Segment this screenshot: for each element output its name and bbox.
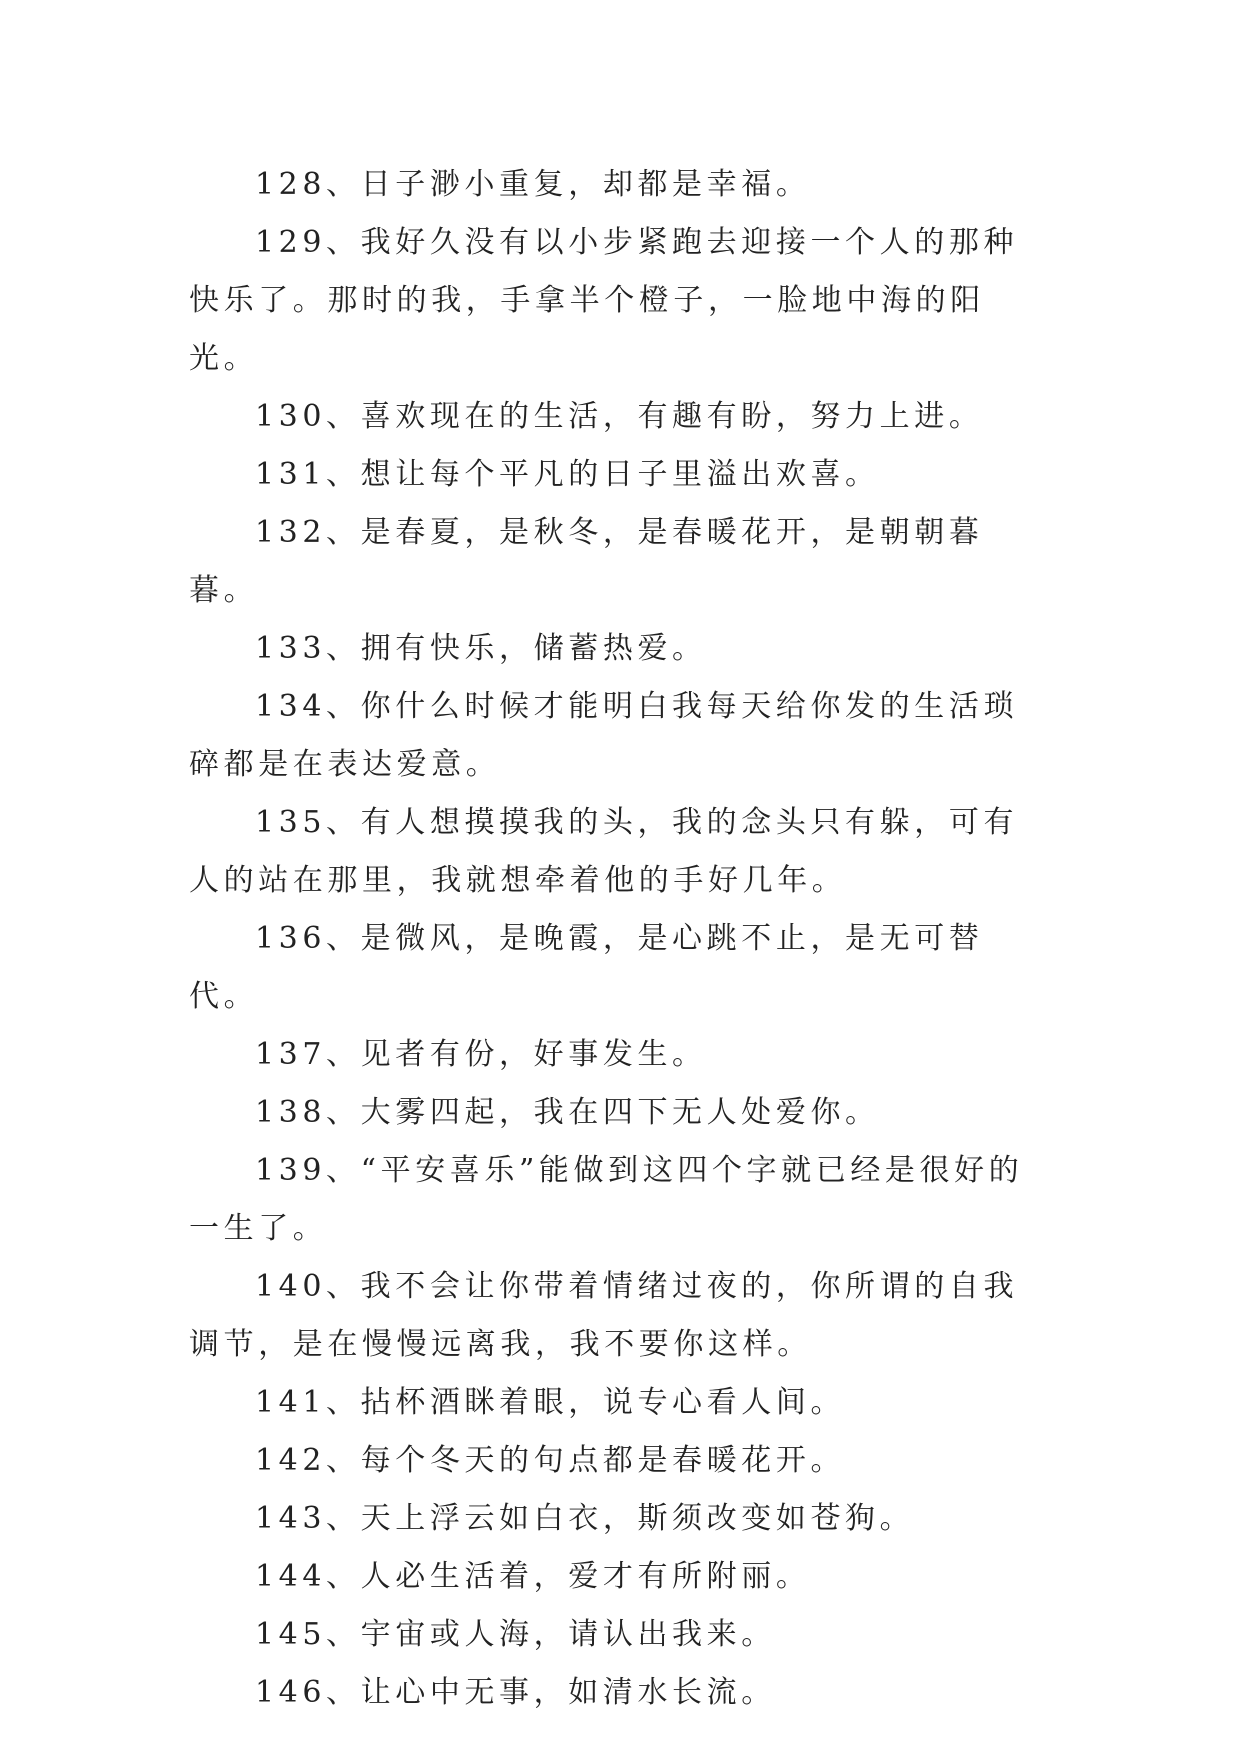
quote-paragraph-131: 131、想让每个平凡的日子里溢出欢喜。	[255, 457, 880, 492]
quote-paragraph-142: 142、每个冬天的句点都是春暖花开。	[255, 1443, 846, 1478]
quote-paragraph-145: 145、宇宙或人海，请认出我来。	[255, 1617, 776, 1652]
quote-paragraph-140: 140、我不会让你带着情绪过夜的，你所谓的自我调节，是在慢慢远离我，我不要你这样。	[189, 1269, 1019, 1362]
quote-paragraph-138: 138、大雾四起，我在四下无人处爱你。	[255, 1095, 880, 1130]
quote-paragraph-129: 129、我好久没有以小步紧跑去迎接一个人的那种快乐了。那时的我，手拿半个橙子，一脸地中海的阳光。	[189, 225, 1019, 376]
quote-paragraph-143: 143、天上浮云如白衣，斯须改变如苍狗。	[255, 1501, 915, 1536]
document-body	[189, 156, 1049, 1722]
quote-paragraph-137: 137、见者有份，好事发生。	[255, 1037, 707, 1072]
quote-paragraph-139: 139、“平安喜乐”能做到这四个字就已经是很好的一生了。	[189, 1153, 1024, 1246]
quote-paragraph-146: 146、让心中无事，如清水长流。	[255, 1675, 776, 1710]
quote-paragraph-128: 128、日子渺小重复，却都是幸福。	[255, 167, 811, 202]
quote-paragraph-136: 136、是微风，是晚霞，是心跳不止，是无可替代。	[189, 921, 984, 1014]
quote-paragraph-130: 130、喜欢现在的生活，有趣有盼，努力上进。	[255, 399, 984, 434]
quote-paragraph-134: 134、你什么时候才能明白我每天给你发的生活琐碎都是在表达爱意。	[189, 689, 1019, 782]
quote-paragraph-135: 135、有人想摸摸我的头，我的念头只有躲，可有人的站在那里，我就想牵着他的手好几年。	[189, 805, 1019, 898]
quote-paragraph-132: 132、是春夏，是秋冬，是春暖花开，是朝朝暮暮。	[189, 515, 984, 608]
quote-paragraph-144: 144、人必生活着，爱才有所附丽。	[255, 1559, 811, 1594]
quote-paragraph-133: 133、拥有快乐，储蓄热爱。	[255, 631, 707, 666]
quote-paragraph-141: 141、拈杯酒眯着眼，说专心看人间。	[255, 1385, 846, 1420]
